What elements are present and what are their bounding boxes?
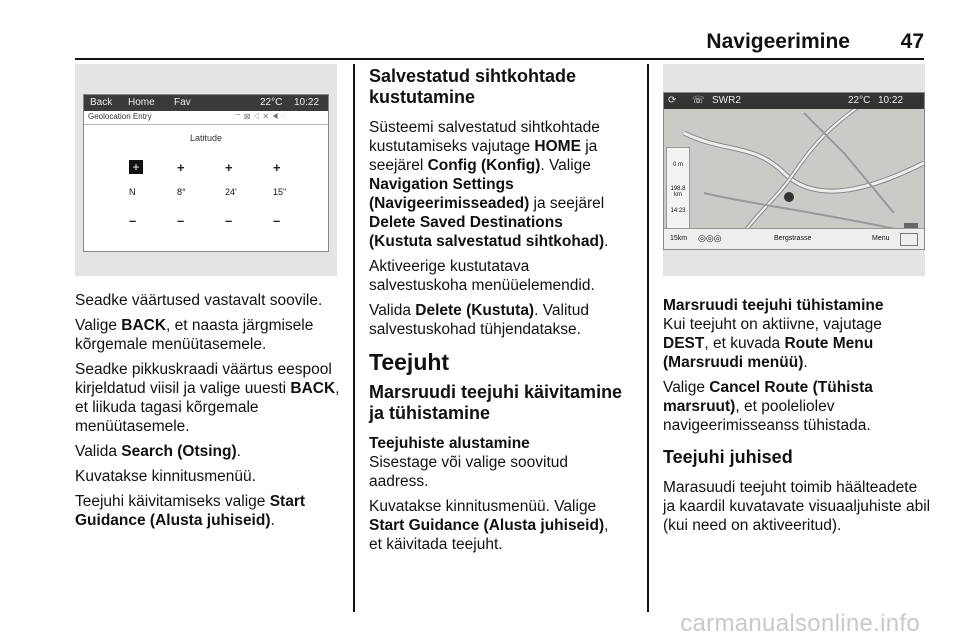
status-icons: ⌔ ⊠ ◁ ✕ ◀ ◌	[234, 112, 286, 121]
paragraph: Süsteemi salvestatud sihtkohtade kustutamiseks vajutage HOME ja seejärel Config (Konfig). Valige Navigation Settings (Navigeerimisseaded) ja seejärel Delete Saved Destinations (Kustuta salvestatud sihtkohad).	[369, 119, 609, 250]
lane-icons: ◎◎◎	[698, 233, 722, 243]
minus-icon: –	[273, 213, 281, 228]
map-graphic	[664, 93, 924, 249]
tab-back: Back	[90, 97, 113, 108]
value-cell: 15"	[273, 187, 287, 197]
section-heading: Teejuhi juhised	[663, 447, 793, 467]
paragraph: Kui teejuht on aktiivne, vajutage DEST, et kuvada Route Menu (Marsruudi menüü).	[663, 316, 882, 371]
screen-subtitle: Geolocation Entry	[88, 112, 152, 121]
minus-icon: –	[225, 213, 233, 228]
section-heading: Marsruudi teejuhi käivitamine ja tühistamine	[369, 382, 623, 423]
plus-icon: +	[177, 160, 185, 175]
map-bottom-bar	[664, 228, 924, 249]
plus-icon: +	[273, 160, 281, 175]
distance-next: 0 m	[672, 162, 683, 168]
tab-home: Home	[128, 97, 155, 108]
section-heading: Salvestatud sihtkohtade kustutamine	[369, 66, 577, 107]
map-scale: 15km	[670, 235, 688, 242]
watermark: carmanualsonline.info	[680, 610, 920, 637]
subsection-heading: Teejuhiste alustamine	[369, 435, 530, 452]
paragraph: Valige BACK, et naasta järgmisele kõrgemale menüütasemele.	[75, 317, 314, 353]
right-column-text	[663, 296, 931, 541]
paragraph: Kuvatakse kinnitusmenüü.	[75, 468, 256, 485]
value-cell: 24'	[225, 187, 237, 197]
minus-icon: –	[129, 213, 137, 228]
screen-frame	[83, 94, 329, 252]
column-divider	[647, 64, 649, 612]
paragraph: Valige Cancel Route (Tühista marsruut), et pooleliolev navigeerimisseanss tühistada.	[663, 379, 873, 434]
clock: 10:22	[878, 95, 904, 106]
paragraph: Teejuhi käivitamiseks valige Start Guidance (Alusta juhiseid).	[75, 493, 306, 529]
geolocation-screenshot	[75, 64, 337, 276]
map-screenshot	[663, 64, 925, 276]
screen-divider	[84, 124, 328, 125]
map-view-icon	[900, 233, 918, 246]
value-cell: N	[129, 187, 136, 197]
paragraph: Seadke väärtused vastavalt soovile.	[75, 292, 323, 309]
minus-icon: –	[177, 213, 185, 228]
plus-icon: +	[129, 160, 143, 174]
middle-column-text	[369, 66, 623, 560]
paragraph: Valida Search (Otsing).	[75, 443, 241, 460]
distance-total: 198.8 km	[670, 186, 686, 198]
column-divider	[353, 64, 355, 612]
paragraph: Aktiveerige kustutatava salvestuskoha menüüelemendid.	[369, 258, 595, 294]
paragraph: Marasuudi teejuht toimib häälteadete ja kaardil kuvatavate visuaaljuhiste abil (kui need on aktiveeritud).	[663, 479, 931, 534]
refresh-icon: ⟳	[668, 95, 677, 106]
plus-icon: +	[225, 160, 233, 175]
header-rule	[75, 58, 924, 60]
phone-icon: ☏	[692, 95, 705, 106]
chapter-title: Navigeerimine	[706, 30, 850, 53]
station-name: SWR2	[712, 95, 741, 106]
paragraph: Sisestage või valige soovitud aadress.	[369, 454, 569, 490]
clock: 10:22	[294, 97, 320, 108]
chapter-heading: Teejuht	[369, 349, 450, 375]
temperature: 22°C	[260, 97, 283, 108]
eta: 14:23	[670, 208, 686, 214]
map-screen	[663, 92, 925, 250]
screen-top-bar	[84, 95, 328, 111]
paragraph: Seadke pikkuskraadi väärtus eespool kirjeldatud viisil ja valige uuesti BACK, et liikuda tagasi kõrgemale menüütasemele.	[75, 361, 340, 435]
menu-button: Menu	[872, 235, 890, 242]
temperature: 22°C	[848, 95, 871, 106]
left-column-text	[75, 291, 347, 536]
latitude-label: Latitude	[190, 133, 223, 143]
current-road: Bergstrasse	[774, 235, 812, 242]
subsection-heading: Marsruudi teejuhi tühistamine	[663, 297, 884, 314]
paragraph: Valida Delete (Kustuta). Valitud salvestuskohad tühjendatakse.	[369, 302, 589, 338]
map-top-bar	[664, 93, 924, 109]
page-number: 47	[900, 30, 924, 53]
route-info-panel	[666, 147, 690, 239]
tab-fav: Fav	[174, 97, 191, 108]
paragraph: Kuvatakse kinnitusmenüü. Valige Start Guidance (Alusta juhiseid), et käivitada teejuht.	[369, 498, 609, 553]
value-cell: 8°	[177, 187, 186, 197]
